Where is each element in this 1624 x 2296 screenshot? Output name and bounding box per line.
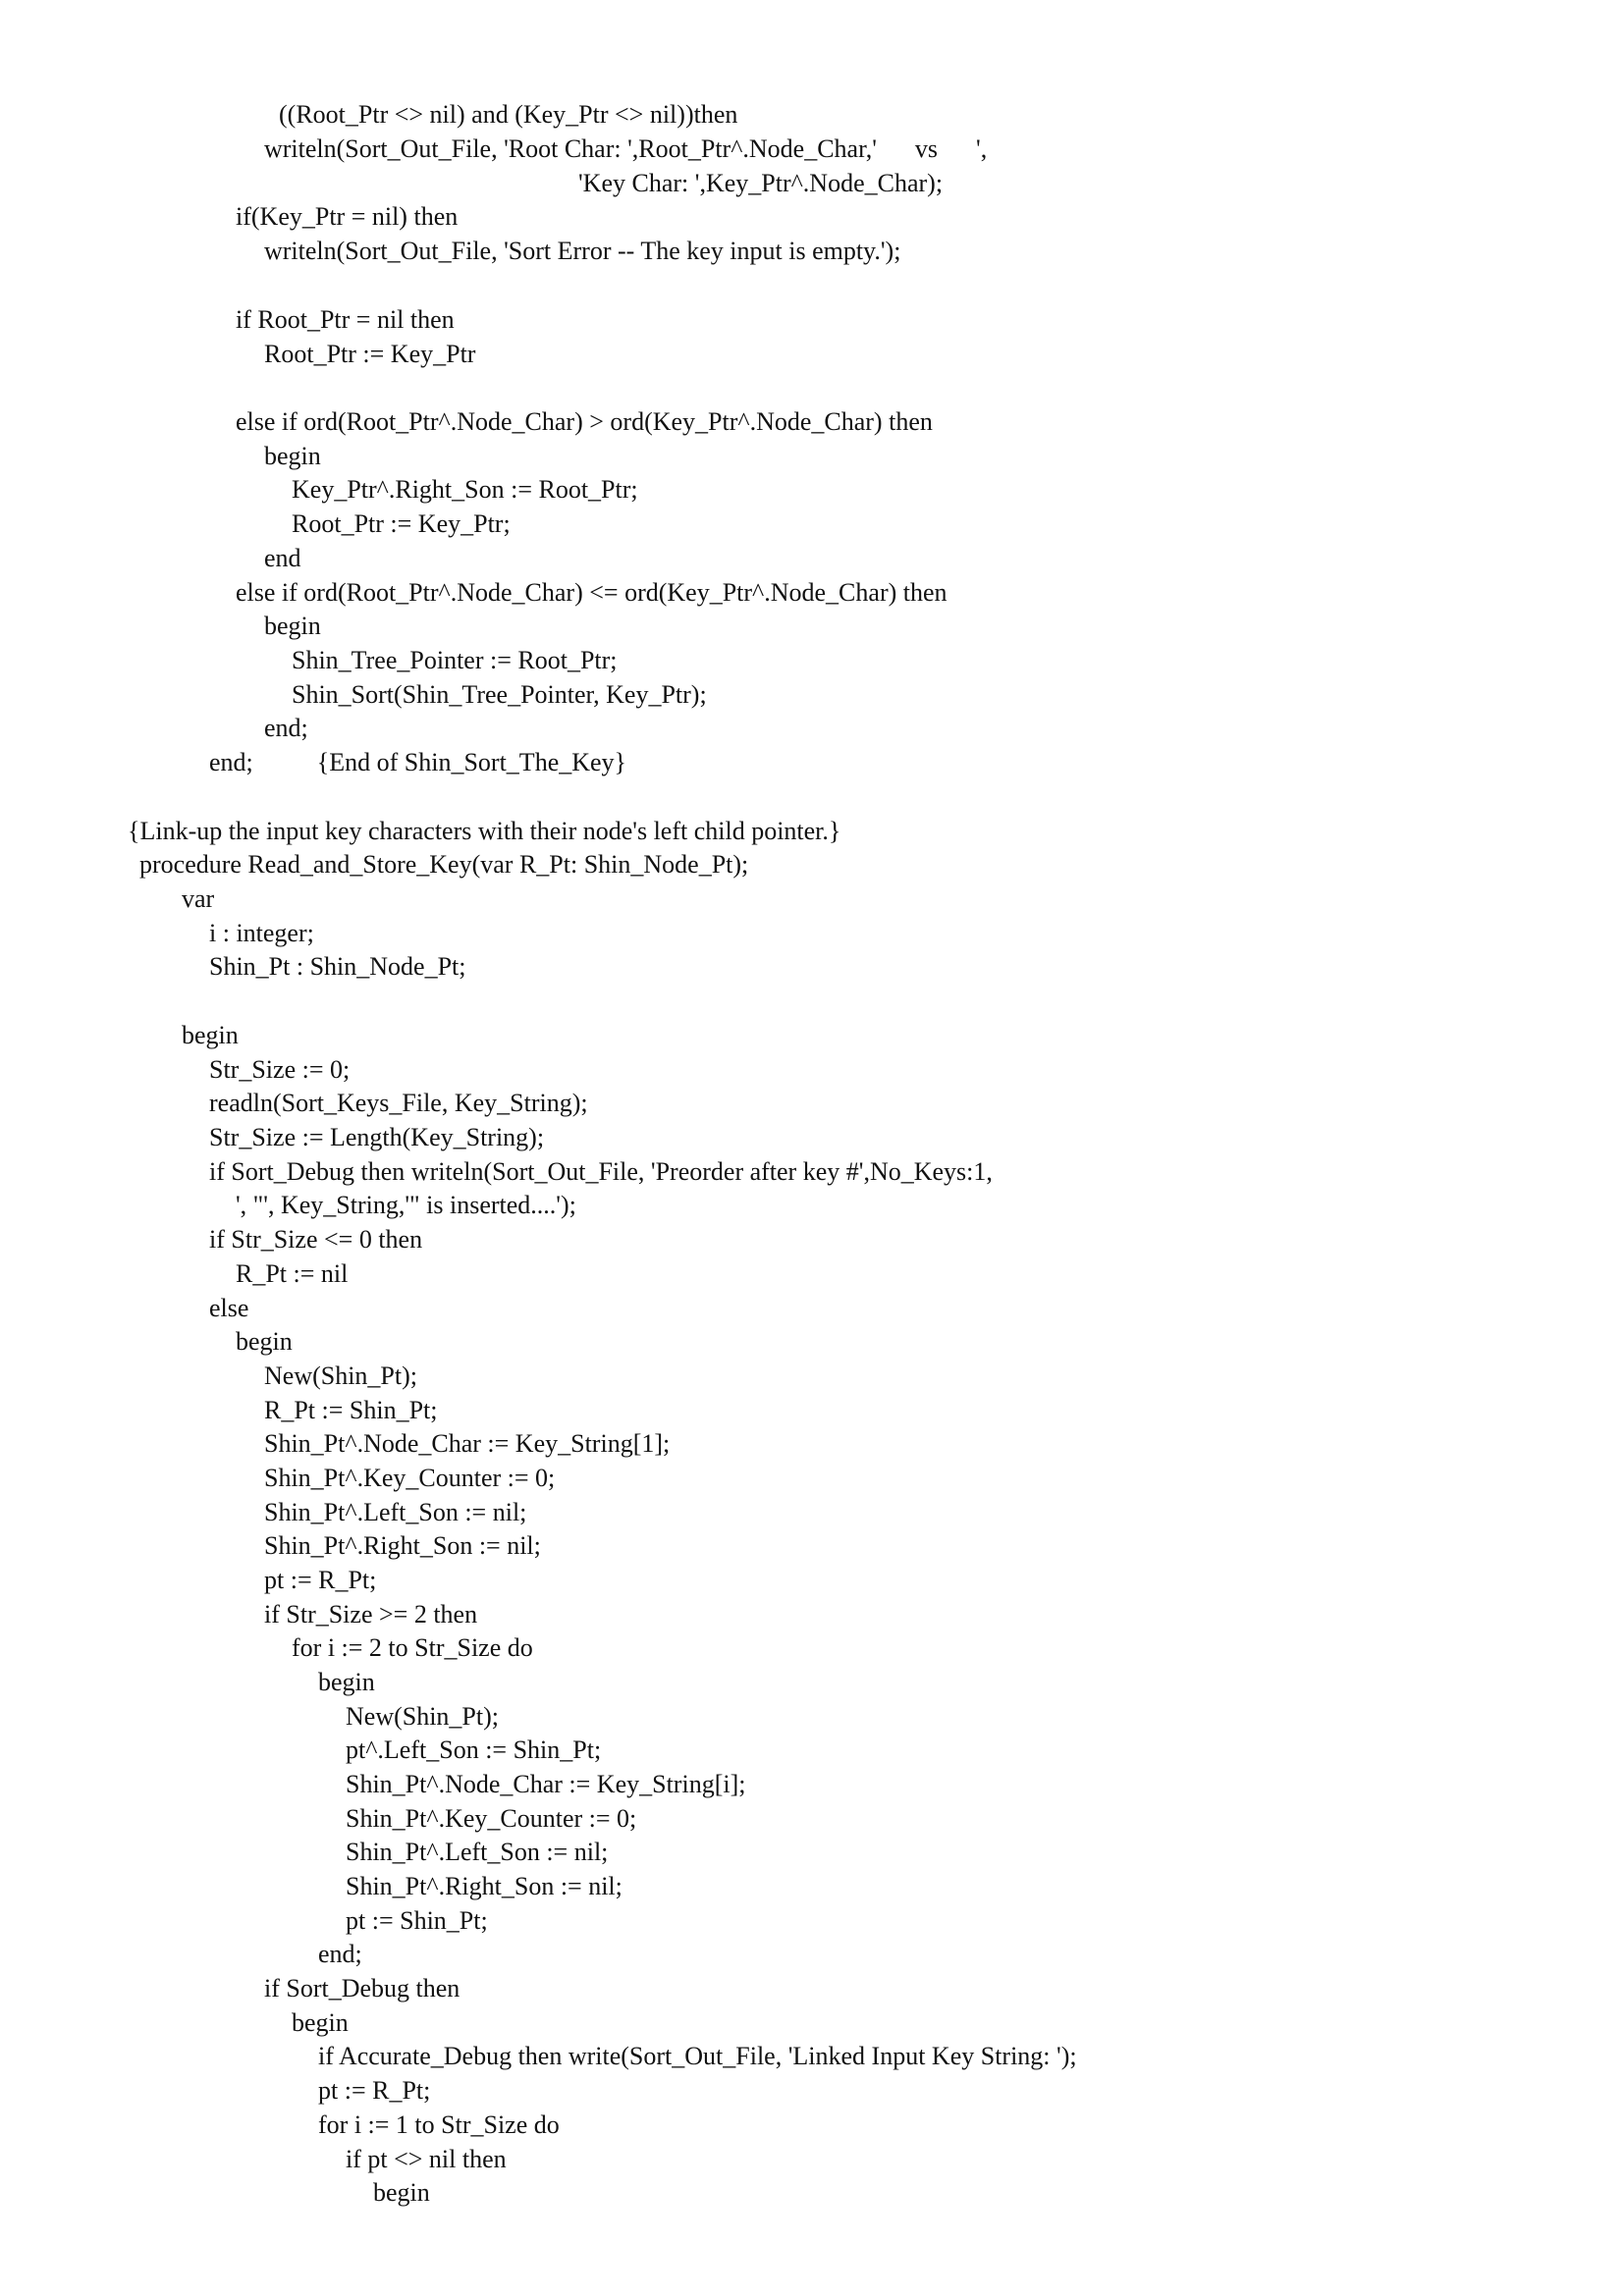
code-line: begin <box>264 442 321 470</box>
code-line: if Str_Size >= 2 then <box>264 1600 478 1629</box>
code-line: end; <box>318 1940 362 1968</box>
code-line: if Accurate_Debug then write(Sort_Out_File, 'Linked Input Key String: '); <box>318 2042 1077 2070</box>
comment-line: {Link-up the input key characters with their node's left child pointer.} <box>128 817 841 845</box>
code-line: pt := R_Pt; <box>264 1566 377 1594</box>
code-line: Root_Ptr := Key_Ptr <box>264 340 476 368</box>
code-line: if(Key_Ptr = nil) then <box>236 202 459 231</box>
code-line: if Sort_Debug then <box>264 1974 460 2002</box>
code-line: writeln(Sort_Out_File, 'Sort Error -- The key input is empty.'); <box>264 237 901 265</box>
code-line: Shin_Tree_Pointer := Root_Ptr; <box>292 646 618 674</box>
code-line: end <box>264 544 301 572</box>
code-line: if Str_Size <= 0 then <box>209 1225 423 1254</box>
code-line: R_Pt := Shin_Pt; <box>264 1396 438 1424</box>
code-line: pt^.Left_Son := Shin_Pt; <box>346 1735 602 1764</box>
code-line: begin <box>292 2008 349 2037</box>
code-line: Shin_Pt^.Key_Counter := 0; <box>346 1804 637 1833</box>
code-line: begin <box>264 612 321 640</box>
code-line: ', "', Key_String,'" is inserted....'); <box>236 1191 576 1219</box>
code-line: R_Pt := nil <box>236 1259 349 1288</box>
code-line: New(Shin_Pt); <box>346 1702 499 1731</box>
code-line: if pt <> nil then <box>346 2145 507 2173</box>
code-line: Shin_Pt^.Left_Son := nil; <box>346 1838 609 1866</box>
code-line: Shin_Sort(Shin_Tree_Pointer, Key_Ptr); <box>292 680 707 709</box>
code-line: else if ord(Root_Ptr^.Node_Char) > ord(Key_Ptr^.Node_Char) then <box>236 407 933 436</box>
code-line: Str_Size := Length(Key_String); <box>209 1123 545 1151</box>
code-line: readln(Sort_Keys_File, Key_String); <box>209 1089 588 1117</box>
code-line: begin <box>182 1021 239 1049</box>
code-line: Str_Size := 0; <box>209 1055 351 1084</box>
code-line: if Sort_Debug then writeln(Sort_Out_File, 'Preorder after key #',No_Keys:1, <box>209 1157 993 1186</box>
code-line: Shin_Pt^.Left_Son := nil; <box>264 1498 527 1526</box>
code-line: Shin_Pt^.Right_Son := nil; <box>264 1531 541 1560</box>
code-line: if Root_Ptr = nil then <box>236 305 455 334</box>
code-line: Shin_Pt : Shin_Node_Pt; <box>209 952 466 981</box>
code-line: Key_Ptr^.Right_Son := Root_Ptr; <box>292 475 638 504</box>
code-line: writeln(Sort_Out_File, 'Root Char: ',Root_Ptr^.Node_Char,' vs ', <box>264 134 988 163</box>
code-line: 'Key Char: ',Key_Ptr^.Node_Char); <box>578 169 944 197</box>
code-line: pt := R_Pt; <box>318 2076 431 2105</box>
code-line: i : integer; <box>209 919 314 947</box>
code-line: else if ord(Root_Ptr^.Node_Char) <= ord(Key_Ptr^.Node_Char) then <box>236 578 947 607</box>
procedure-header: procedure Read_and_Store_Key(var R_Pt: Shin_Node_Pt); <box>139 850 749 879</box>
code-line: Shin_Pt^.Key_Counter := 0; <box>264 1464 556 1492</box>
code-line: Shin_Pt^.Node_Char := Key_String[i]; <box>346 1770 746 1798</box>
code-line: for i := 2 to Str_Size do <box>292 1633 533 1662</box>
code-line: pt := Shin_Pt; <box>346 1906 488 1935</box>
code-line: Root_Ptr := Key_Ptr; <box>292 509 511 538</box>
code-line: for i := 1 to Str_Size do <box>318 2110 560 2139</box>
code-line: begin <box>318 1668 375 1696</box>
code-line: begin <box>373 2178 430 2207</box>
code-line: ((Root_Ptr <> nil) and (Key_Ptr <> nil))then <box>279 100 738 129</box>
code-line: Shin_Pt^.Right_Son := nil; <box>346 1872 623 1900</box>
code-line: begin <box>236 1327 293 1356</box>
code-line: else <box>209 1294 249 1322</box>
code-line: var <box>182 884 215 913</box>
code-line: New(Shin_Pt); <box>264 1362 417 1390</box>
code-line: Shin_Pt^.Node_Char := Key_String[1]; <box>264 1429 671 1458</box>
code-line: end; {End of Shin_Sort_The_Key} <box>209 748 627 776</box>
code-line: end; <box>264 714 308 742</box>
